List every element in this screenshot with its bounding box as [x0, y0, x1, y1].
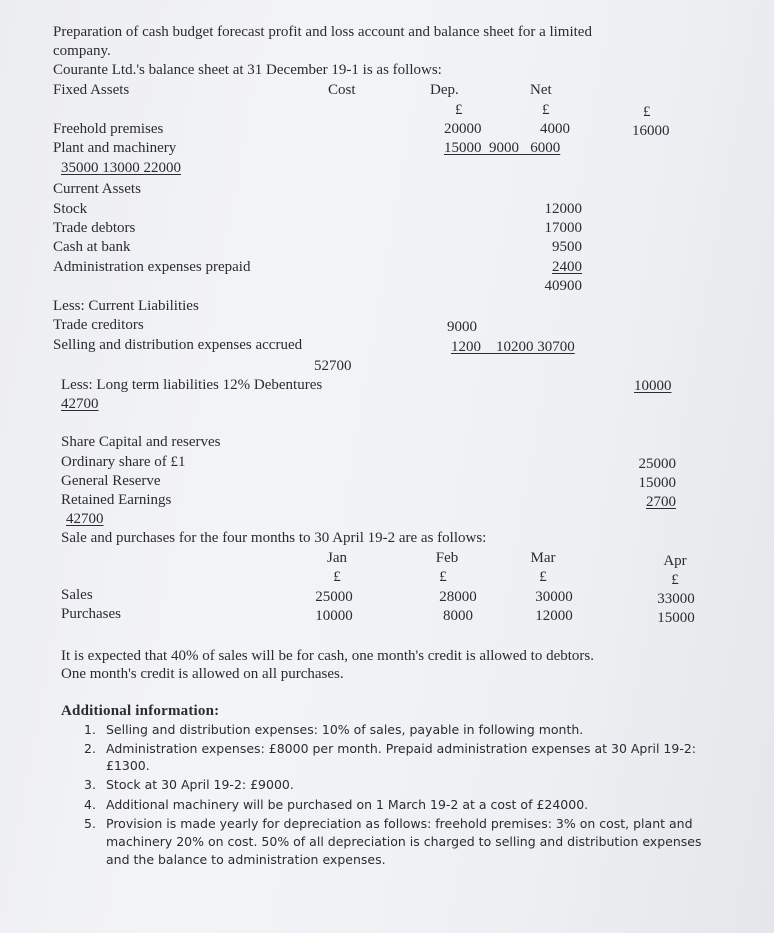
- freehold-label: Freehold premises: [53, 121, 164, 137]
- list-item-text: machinery 20% on cost. 50% of all depreciation is charged to selling and distribution expenses: [106, 834, 702, 849]
- list-item-number: 2.: [84, 741, 96, 756]
- accrued-label: Selling and distribution expenses accrued: [53, 337, 303, 353]
- col-dep: Dep.: [430, 82, 459, 98]
- sales-mar: 30000: [535, 589, 573, 605]
- purchases-feb: 8000: [443, 608, 473, 624]
- debentures-value: 10000: [634, 378, 672, 394]
- prepaid-label: Administration expenses prepaid: [53, 259, 251, 275]
- debtors-label: Trade debtors: [53, 220, 136, 236]
- col-net: Net: [530, 82, 552, 98]
- ordinary-value: 25000: [638, 456, 676, 472]
- plant-values: 15000 9000 6000: [444, 140, 561, 156]
- plant-label: Plant and machinery: [53, 140, 177, 156]
- sales-heading: Sale and purchases for the four months to 30 April 19-2 are as follows:: [61, 530, 487, 546]
- purchases-jan: 10000: [315, 608, 353, 624]
- stock-value: 12000: [544, 201, 582, 217]
- debentures-label: Less: Long term liabilities 12% Debentures: [61, 377, 323, 393]
- month-apr: Apr: [663, 553, 687, 569]
- note-line-1: It is expected that 40% of sales will be for cash, one month's credit is allowed to debtors.: [61, 648, 594, 664]
- list-item-text: and the balance to administration expenses.: [106, 852, 386, 867]
- freehold-dep: 20000: [444, 121, 482, 137]
- accrued-values: 1200 10200 30700: [451, 339, 575, 355]
- currency-feb: £: [439, 569, 447, 585]
- currency-net: £: [542, 102, 550, 118]
- fixed-assets-heading: Fixed Assets: [53, 82, 130, 98]
- ordinary-label: Ordinary share of £1: [61, 454, 186, 470]
- list-item-text: Selling and distribution expenses: 10% of sales, payable in following month.: [106, 722, 584, 737]
- list-item-text: Provision is made yearly for depreciation as follows: freehold premises: 3% on cost, plant and: [106, 816, 693, 831]
- sales-label: Sales: [61, 587, 93, 603]
- liabilities-heading: Less: Current Liabilities: [53, 298, 199, 314]
- currency-jan: £: [333, 569, 341, 585]
- sales-feb: 28000: [439, 589, 477, 605]
- list-item-number: 5.: [84, 816, 96, 831]
- general-reserve-label: General Reserve: [61, 473, 161, 489]
- freehold-total: 16000: [632, 123, 670, 139]
- currency-dep: £: [455, 102, 463, 118]
- month-feb: Feb: [435, 550, 459, 566]
- sales-jan: 25000: [315, 589, 353, 605]
- freehold-net: 4000: [540, 121, 570, 137]
- month-mar: Mar: [530, 550, 556, 566]
- list-item-number: 3.: [84, 777, 96, 792]
- general-reserve-value: 15000: [638, 475, 676, 491]
- purchases-apr: 15000: [657, 610, 695, 626]
- subtitle: Courante Ltd.'s balance sheet at 31 December 19-1 is as follows:: [53, 62, 442, 78]
- current-assets-heading: Current Assets: [53, 181, 141, 197]
- sales-apr: 33000: [657, 591, 695, 607]
- list-item-text: Administration expenses: £8000 per month. Prepaid administration expenses at 30 April 19-2:: [106, 741, 697, 756]
- net-assets-total: 52700: [314, 358, 352, 374]
- debtors-value: 17000: [544, 220, 582, 236]
- creditors-label: Trade creditors: [53, 317, 144, 333]
- list-item-text: Additional machinery will be purchased on 1 March 19-2 at a cost of £24000.: [106, 797, 589, 812]
- cash-label: Cash at bank: [53, 239, 131, 255]
- additional-heading: Additional information:: [61, 703, 220, 719]
- prepaid-value: 2400: [552, 259, 582, 275]
- retained-label: Retained Earnings: [61, 492, 172, 508]
- title-line-2: company.: [53, 43, 111, 59]
- capital-total: 42700: [66, 511, 104, 527]
- purchases-mar: 12000: [535, 608, 573, 624]
- list-item-number: 1.: [84, 722, 96, 737]
- creditors-value: 9000: [447, 319, 477, 335]
- currency-mar: £: [539, 569, 547, 585]
- purchases-label: Purchases: [61, 606, 121, 622]
- current-assets-total: 40900: [544, 278, 582, 294]
- capital-heading: Share Capital and reserves: [61, 434, 221, 450]
- list-item-text: Stock at 30 April 19-2: £9000.: [106, 777, 294, 792]
- month-jan: Jan: [327, 550, 347, 566]
- retained-value: 2700: [646, 494, 676, 510]
- note-line-2: One month's credit is allowed on all purchases.: [61, 666, 344, 682]
- fixed-totals-row: 35000 13000 22000: [61, 160, 181, 176]
- list-item-text: £1300.: [106, 758, 150, 773]
- currency-apr: £: [671, 572, 679, 588]
- cash-value: 9500: [552, 239, 582, 255]
- title-line-1: Preparation of cash budget forecast profit and loss account and balance sheet for a limited: [53, 24, 592, 40]
- stock-label: Stock: [53, 201, 88, 217]
- long-term-total: 42700: [61, 396, 99, 412]
- list-item-number: 4.: [84, 797, 96, 812]
- col-cost: Cost: [328, 82, 356, 98]
- currency-total: £: [643, 104, 651, 120]
